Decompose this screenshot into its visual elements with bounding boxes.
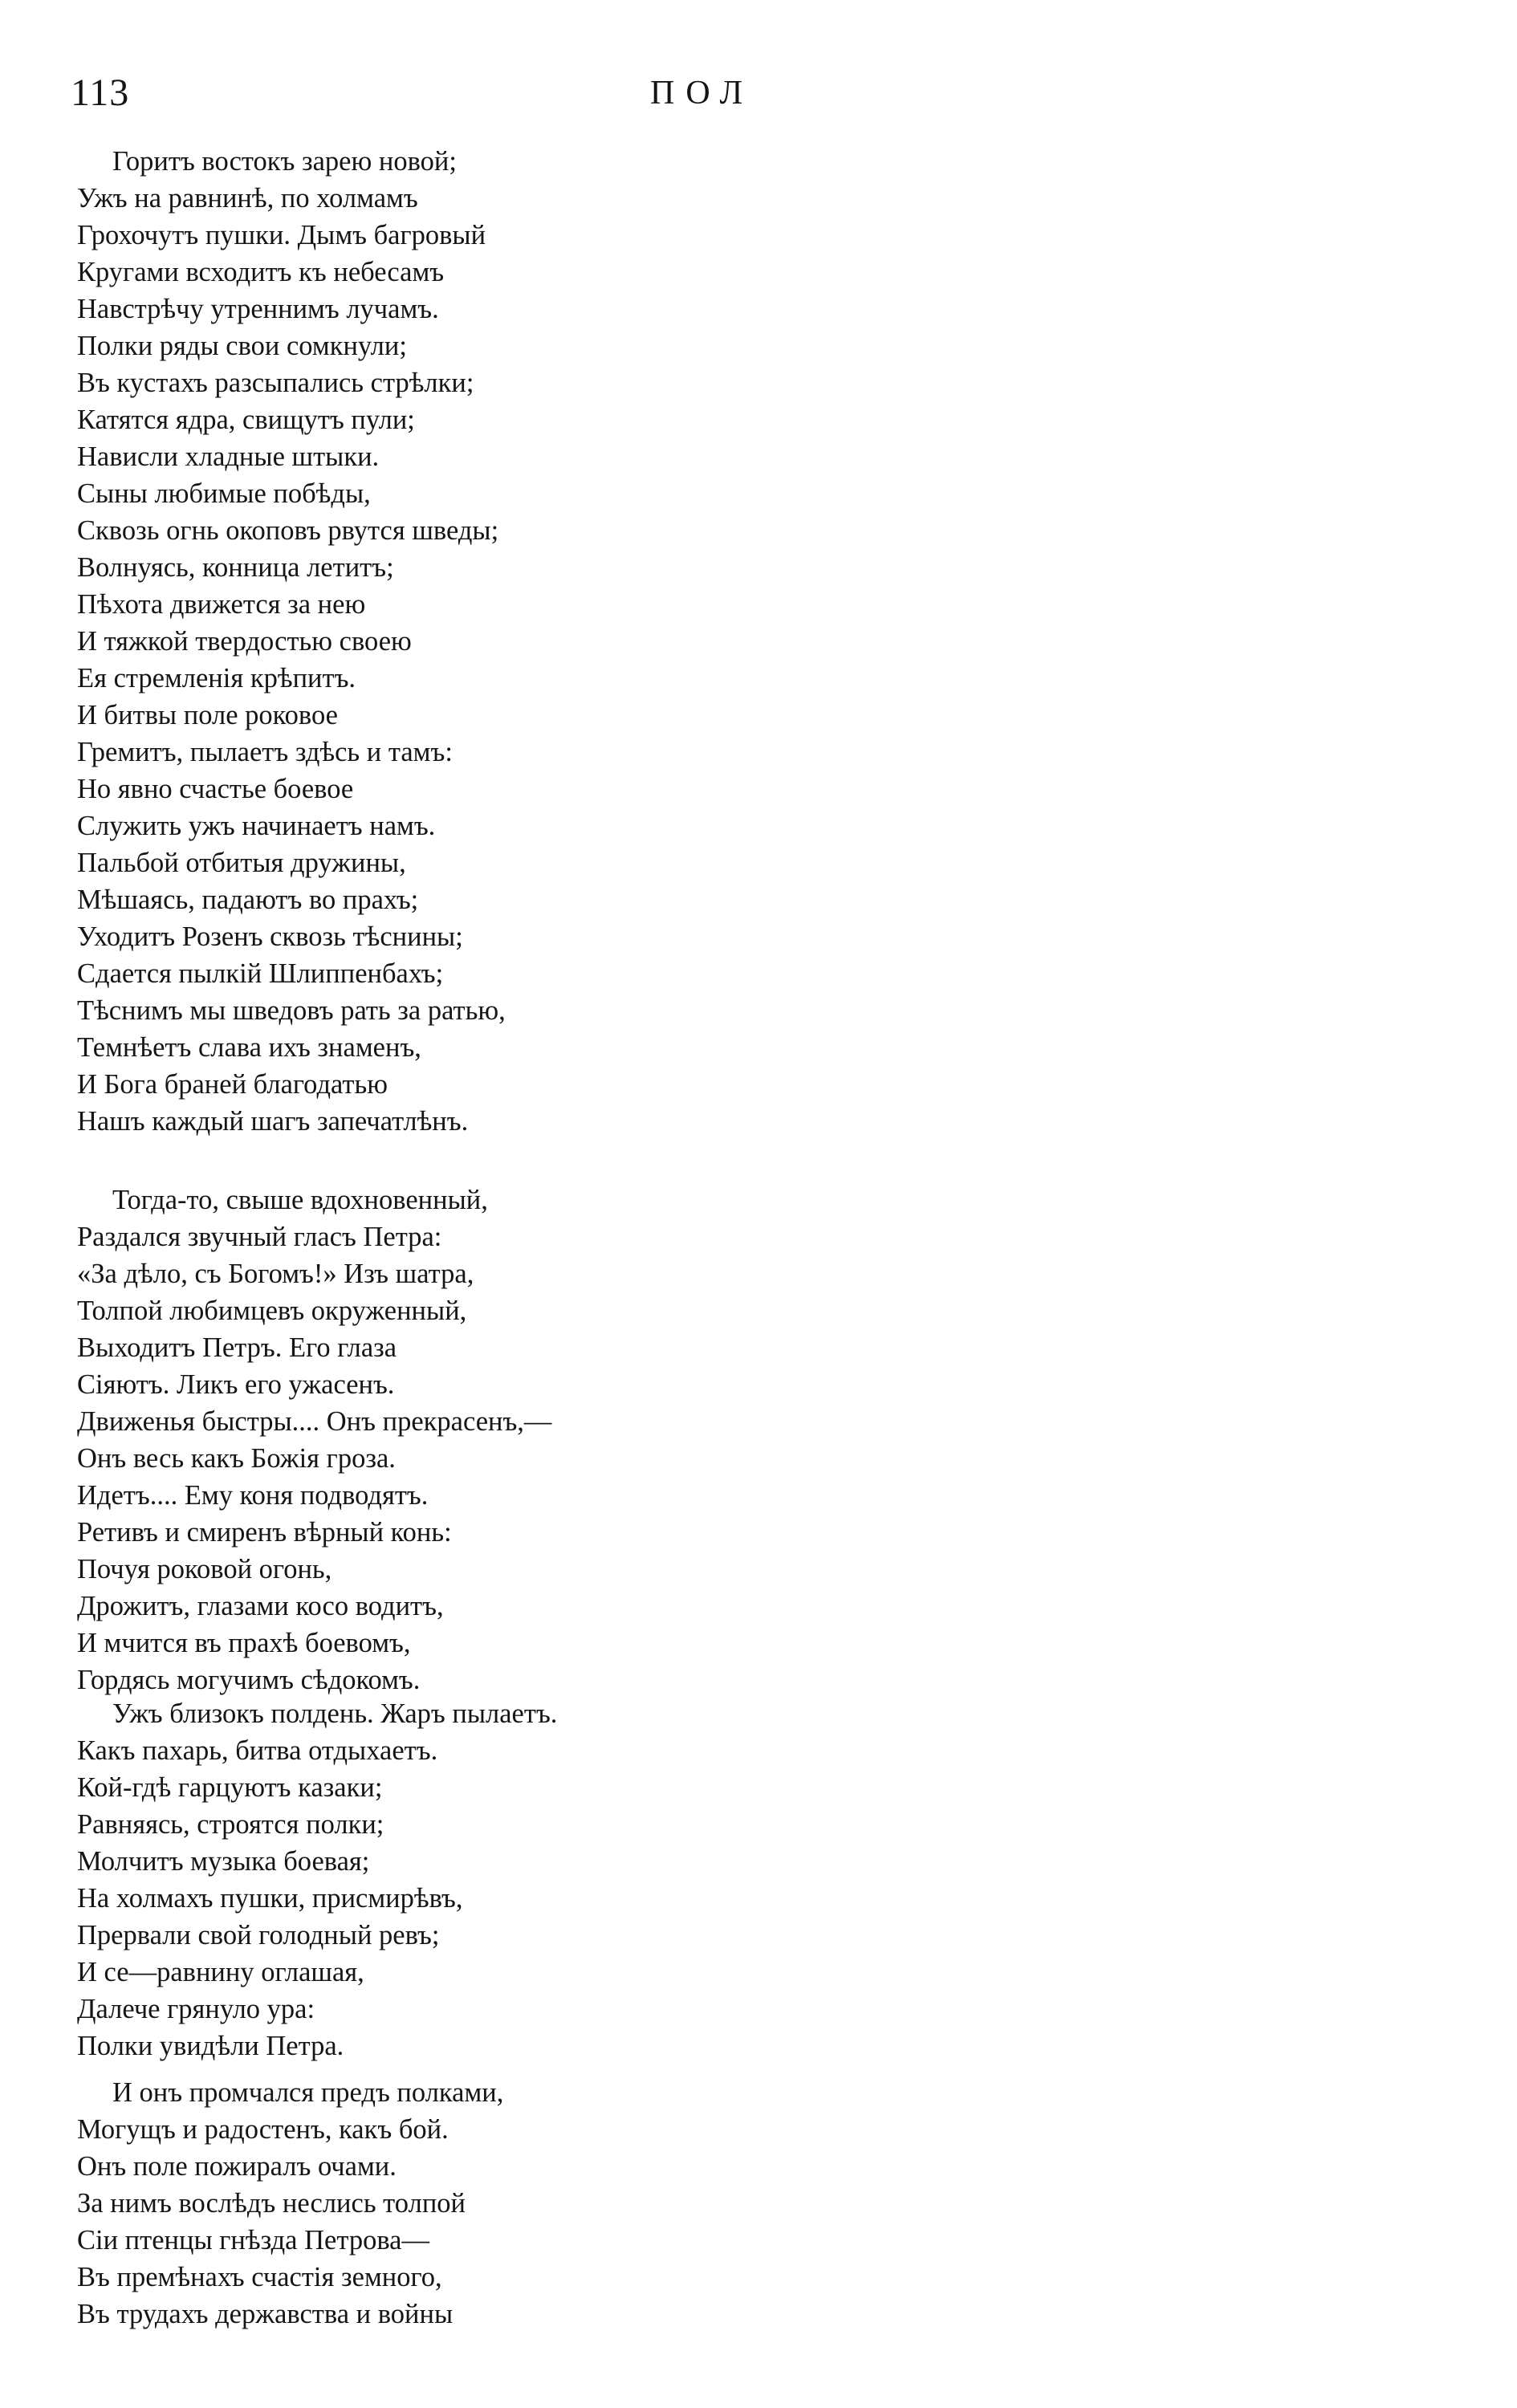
poem-line: Кругами всходитъ къ небесамъ: [77, 257, 445, 287]
poem-line: Ея стремленія крѣпитъ.: [77, 663, 356, 694]
stanza-3: [77, 1695, 557, 2064]
poem-line: Молчитъ музыка боевая;: [77, 1846, 370, 1877]
poem-line: Полки ряды свои сомкнули;: [77, 331, 407, 361]
poem-line: И тяжкой твердостью своею: [77, 626, 412, 657]
poem-line: Но явно счастье боевое: [77, 774, 354, 804]
poem-line: За нимъ вослѣдъ неслись толпой: [77, 2188, 466, 2219]
poem-line: Дрожитъ, глазами косо водитъ,: [77, 1591, 444, 1621]
poem-line: Онъ поле пожиралъ очами.: [77, 2151, 397, 2182]
poem-line: Толпой любимцевъ окруженный,: [77, 1296, 467, 1326]
poem-line: Грохочутъ пушки. Дымъ багровый: [77, 220, 486, 250]
poem-line: Полки увидѣли Петра.: [77, 2031, 344, 2061]
running-head: ПОЛ: [650, 75, 754, 112]
poem-line: Раздался звучный гласъ Петра:: [77, 1222, 442, 1252]
poem-line: Пѣхота движется за нею: [77, 589, 366, 620]
poem-line: И Бога браней благодатью: [77, 1069, 388, 1100]
poem-line: Гордясь могучимъ сѣдокомъ.: [77, 1665, 421, 1695]
poem-line: Въ кустахъ разсыпались стрѣлки;: [77, 368, 474, 398]
poem-line: И се—равнину оглашая,: [77, 1957, 364, 1987]
poem-line: Гремитъ, пылаетъ здѣсь и тамъ:: [77, 737, 453, 767]
poem-line: Навстрѣчу утреннимъ лучамъ.: [77, 294, 439, 324]
poem-line: Темнѣетъ слава ихъ знаменъ,: [77, 1032, 421, 1063]
poem-line: Движенья быстры.... Онъ прекрасенъ,—: [77, 1406, 552, 1437]
poem-line: Катятся ядра, свищутъ пули;: [77, 405, 415, 435]
poem-line: Ретивъ и смиренъ вѣрный конь:: [77, 1517, 452, 1548]
stanza-1: [77, 143, 506, 1140]
poem-line: Ужъ близокъ полдень. Жаръ пылаетъ.: [112, 1698, 558, 1729]
poem-line: Выходитъ Петръ. Его глаза: [77, 1332, 397, 1363]
poem-line: Почуя роковой огонь,: [77, 1554, 332, 1584]
poem-line: На холмахъ пушки, присмирѣвъ,: [77, 1883, 463, 1914]
poem-line: Тогда-то, свыше вдохновенный,: [112, 1185, 488, 1215]
page-number: 113: [71, 71, 130, 114]
stanza-4: [77, 2074, 503, 2333]
poem-line: Сіи птенцы гнѣзда Петрова—: [77, 2225, 429, 2255]
poem-line: Нависли хладные штыки.: [77, 441, 380, 472]
poem-line: Сіяютъ. Ликъ его ужасенъ.: [77, 1369, 395, 1400]
stanza-2: [77, 1182, 551, 1698]
poem-line: Тѣснимъ мы шведовъ рать за ратью,: [77, 995, 506, 1026]
poem-line: Служить ужъ начинаетъ намъ.: [77, 811, 436, 841]
poem-line: Уходитъ Розенъ сквозь тѣснины;: [77, 921, 463, 952]
poem-line: Мѣшаясь, падаютъ во прахъ;: [77, 885, 419, 915]
poem-line: Какъ пахарь, битва отдыхаетъ.: [77, 1735, 438, 1766]
poem-line: Въ трудахъ державства и войны: [77, 2299, 453, 2329]
poem-line: Волнуясь, конница летитъ;: [77, 552, 394, 583]
poem-line: Кой-гдѣ гарцуютъ казаки;: [77, 1772, 383, 1803]
poem-line: Ужъ на равнинѣ, по холмамъ: [77, 183, 418, 214]
poem-line: И онъ промчался предъ полками,: [112, 2077, 504, 2108]
poem-line: Прервали свой голодный ревъ;: [77, 1920, 440, 1950]
poem-line: Равняясь, строятся полки;: [77, 1809, 384, 1840]
poem-line: Въ премѣнахъ счастія земного,: [77, 2262, 442, 2292]
poem-line: Сквозь огнь окоповъ рвутся шведы;: [77, 515, 499, 546]
poem-line: Нашъ каждый шагъ запечатлѣнъ.: [77, 1106, 469, 1137]
poem-line: Далече грянуло ура:: [77, 1994, 315, 2024]
poem-line: Могущъ и радостенъ, какъ бой.: [77, 2114, 449, 2145]
poem-line: Пальбой отбитыя дружины,: [77, 848, 406, 878]
poem-line: Горитъ востокъ зарею новой;: [112, 146, 457, 177]
poem-line: Сыны любимые побѣды,: [77, 478, 371, 509]
poem-line: И битвы поле роковое: [77, 700, 338, 730]
poem-line: Идетъ.... Ему коня подводятъ.: [77, 1480, 429, 1511]
poem-line: Сдается пылкій Шлиппенбахъ;: [77, 958, 444, 989]
poem-line: «За дѣло, съ Богомъ!» Изъ шатра,: [77, 1259, 474, 1289]
poem-line: Онъ весь какъ Божія гроза.: [77, 1443, 396, 1474]
poem-line: И мчится въ прахѣ боевомъ,: [77, 1628, 411, 1658]
